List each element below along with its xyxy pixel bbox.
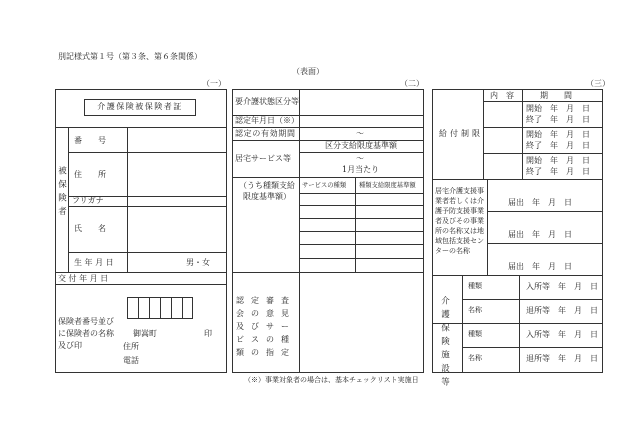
facility-kind-1: 種類: [468, 282, 482, 290]
address-label: 住 所: [74, 170, 106, 179]
issue-date-label: 交 付 年 月 日: [58, 274, 109, 283]
insured-side-label: 被保険者: [56, 166, 67, 220]
type-limit-label: （うち種類支給限度基準額）: [239, 181, 295, 201]
panel3-number: （三）: [586, 79, 610, 88]
restriction-end-3: 終了 年 月 日: [526, 167, 590, 176]
gender-field: 男・女: [186, 258, 210, 267]
birthdate-label: 生 年 月 日: [74, 258, 114, 267]
panel2-number: （二）: [400, 79, 424, 88]
name-label: 氏 名: [74, 224, 106, 233]
notify-date-3: 届出 年 月 日: [508, 262, 572, 271]
furigana-label: フリガナ: [72, 196, 104, 205]
home-service-label: 居宅サービス等: [235, 154, 291, 163]
facility-name-1: 名称: [468, 306, 482, 314]
restriction-start-2: 開始 年 月 日: [526, 130, 590, 139]
facility-name-2: 名称: [468, 354, 482, 362]
restriction-start-3: 開始 年 月 日: [526, 156, 590, 165]
facility-kind-2: 種類: [468, 330, 482, 338]
restriction-start-1: 開始 年 月 日: [526, 104, 590, 113]
footnote: （※）事業対象者の場合は、基本チェックリスト実施日: [244, 376, 419, 384]
panel1-number: （一）: [202, 79, 226, 88]
content-header: 内 容: [490, 91, 514, 100]
type-limit-header: 種類支給限度基準額: [359, 182, 416, 189]
insurer-town: 御嵩町: [133, 329, 157, 338]
service-type-header: サービスの種類: [302, 182, 347, 189]
seal-mark: 印: [204, 329, 212, 338]
cert-date-label: 認定年月日（※）: [235, 116, 299, 125]
number-label: 番 号: [74, 136, 106, 145]
notify-date-1: 届出 年 月 日: [508, 198, 572, 207]
admission-date-2: 入所等 年 月 日: [526, 330, 598, 339]
form-reference: 別記様式第１号（第３条、第６条関係）: [58, 52, 202, 61]
period-tilde: ～: [356, 129, 364, 138]
insurer-phone-label: 電話: [123, 356, 139, 365]
insurer-address-label: 住所: [123, 342, 139, 351]
care-support-label: 居宅介護支援事業者若しくは介護予防支援事業者及びその事業所の名称又は地域包括支援センターの名称: [435, 187, 484, 255]
valid-period-label: 認定の有効期間: [235, 129, 295, 138]
card-title: 介護保険被保険者証: [97, 102, 183, 111]
admission-date-1: 入所等 年 月 日: [526, 282, 598, 291]
restriction-end-1: 終了 年 月 日: [526, 115, 590, 124]
insurer-label: 保険者番号並びに保険者の名称及び印: [58, 317, 114, 350]
notify-date-2: 届出 年 月 日: [508, 230, 572, 239]
discharge-date-2: 退所等 年 月 日: [526, 354, 598, 363]
care-level-label: 要介護状態区分等: [235, 97, 299, 106]
limit-header: 区分支給限度基準額: [325, 141, 397, 150]
per-month-label: 1月当たり: [342, 165, 380, 174]
limit-tilde: ～: [356, 154, 364, 163]
facility-label: 介護保険施設等: [439, 296, 450, 391]
front-side-label: （表面）: [292, 67, 324, 76]
period-header: 期 間: [540, 91, 572, 100]
discharge-date-1: 退所等 年 月 日: [526, 306, 598, 315]
restriction-end-2: 終了 年 月 日: [526, 141, 590, 150]
restriction-label: 給付制限: [439, 129, 483, 138]
review-opinion-label: 認定審査会の意見及びサービスの種類の指定: [236, 296, 296, 357]
